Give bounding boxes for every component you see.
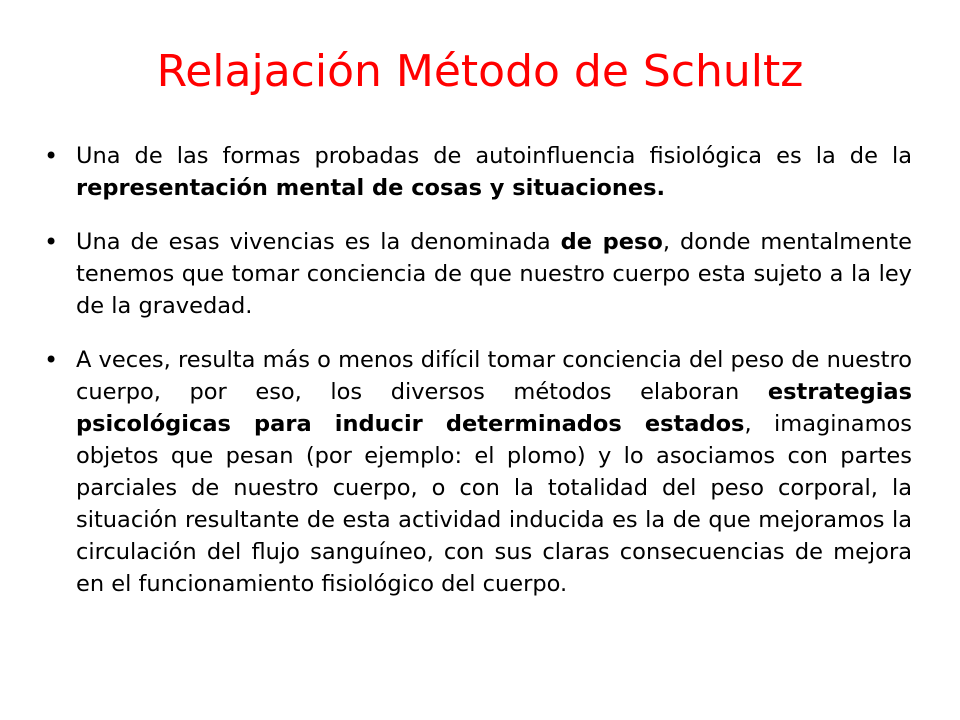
bullet-emphasis: estrategias psicológicas para inducir determinados estados: [76, 379, 912, 437]
bullet-item: [40, 140, 912, 204]
bullet-text: Una de las formas probadas de autoinfluencia fisiológica es la de la: [76, 143, 912, 169]
bullet-text: , donde mentalmente tenemos que tomar conciencia de que nuestro cuerpo esta sujeto a la ley de la gravedad.: [76, 229, 912, 319]
bullet-item: [40, 226, 912, 322]
bullet-text: A veces, resulta más o menos difícil tomar conciencia del peso de nuestro cuerpo, por eso, los diversos métodos elaboran: [76, 347, 912, 405]
bullet-text: , imaginamos objetos que pesan (por ejemplo: el plomo) y lo asociamos con partes parciales de nuestro cuerpo, o con la totalidad del peso corporal, la situación resultante de esta actividad inducida es la de que mejoramos la circulación del flujo sanguíneo, con sus claras consecuencias de mejora en el funcionamiento fisiológico del cuerpo.: [76, 411, 913, 597]
bullet-emphasis: de peso: [560, 229, 663, 255]
bullet-item: [40, 344, 912, 600]
slide-title: Relajación Método de Schultz: [156, 46, 804, 97]
bullet-text: Una de esas vivencias es la denominada: [76, 229, 561, 255]
bullet-emphasis: representación mental de cosas y situaciones.: [76, 175, 666, 201]
bullet-list: [40, 140, 912, 622]
